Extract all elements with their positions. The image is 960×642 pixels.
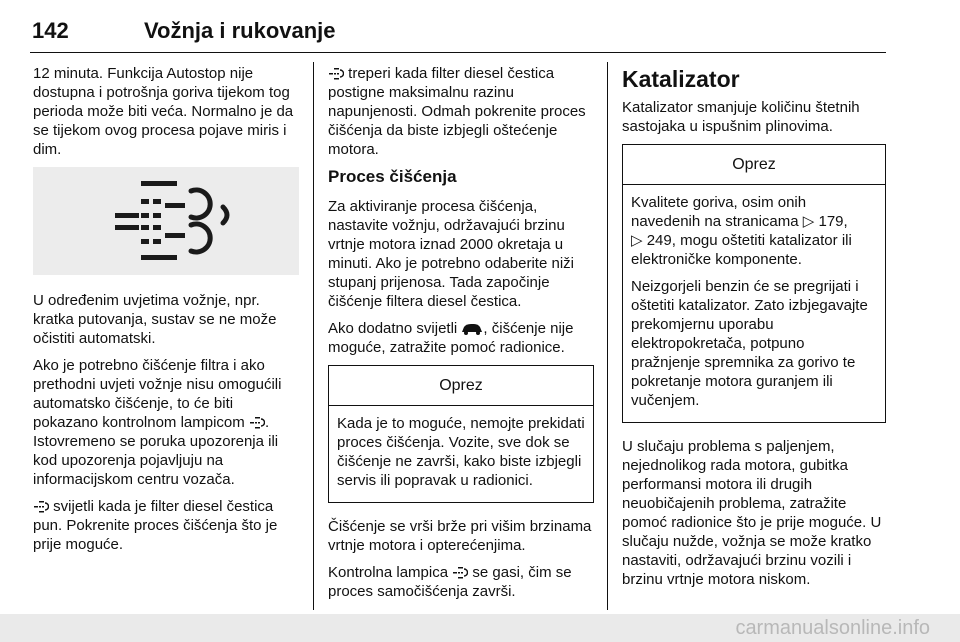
caution-text — [631, 193, 877, 269]
text-run: Ako dodatno svijetli — [328, 320, 462, 337]
service-vehicle-icon — [461, 323, 483, 335]
text-run: Kontrolna lampica — [328, 564, 453, 581]
text-run: . Istovremeno se poruka upozorenja ili kod upozorenja pojavljuju na informacijskom centru vozača. — [33, 414, 279, 488]
paragraph: U slučaju problema s paljenjem, nejednolikog rada motora, gubitka performansi motora ili drugih neuobičajenih problema, zatražite pomoć radionice što je prije moguće. U slučaju nužde, vožnja se može kratko nastaviti, održavajući brzinu vozili i brzinu vrtnje motora niskom. — [622, 438, 882, 588]
diesel-particle-filter-icon — [33, 167, 299, 275]
diesel-particle-filter-icon — [249, 417, 265, 429]
text-run: se gasi, čim se proces samočišćenja završi. — [328, 564, 572, 600]
caution-text: Kada je to moguće, nemojte prekidati proces čišćenja. Vozite, sve dok se čišćenje ne završi, kako biste izbjegli servis ili popravak u radionici. — [337, 415, 585, 489]
page-reference-arrow-icon[interactable]: ▷ — [631, 232, 643, 249]
paragraph — [328, 563, 594, 601]
text-run: treperi kada filter diesel čestica postigne maksimalnu razinu napunjenosti. Odmah pokrenite proces čišćenja da biste izbjegli oštećenje motora. — [328, 65, 586, 158]
diesel-particle-filter-icon — [328, 68, 344, 80]
section-heading: Proces čišćenja — [328, 167, 457, 186]
page-number: 142 — [32, 18, 69, 43]
paragraph: U određenim uvjetima vožnje, npr. kratka putovanja, sustav se ne može očistiti automatski. — [33, 292, 277, 347]
paragraph — [33, 356, 299, 489]
page-title: Vožnja i rukovanje — [144, 18, 336, 43]
text-run: svijetli kada je filter diesel čestica pun. Pokrenite proces čišćenja što je prije moguće. — [33, 498, 278, 553]
paragraph — [328, 64, 594, 159]
text-run: Kvalitete goriva, osim onih navedenih na stranicama — [631, 194, 807, 230]
paragraph: Za aktiviranje procesa čišćenja, nastavite vožnju, održavajući brzinu vrtnje motora iznad 2000 okretaja u minuti. Ako je potrebno odaberite niži stupanj prijenosa. Tada započinje čišćenje filtera diesel čestica. — [328, 198, 574, 310]
caution-text: Neizgorjeli benzin će se pregrijati i oštetiti katalizator. Zato izbjegavajte prekomjernu uporabu elektropokretača, potpuno pražnjenje spremnika za gorivo te pokretanje motora guranjem ili vučenjem. — [631, 278, 868, 409]
diesel-particle-filter-icon — [33, 501, 49, 513]
column-divider — [313, 62, 314, 610]
diesel-particle-filter-icon — [452, 567, 468, 579]
page-reference[interactable]: 179, — [814, 213, 848, 230]
page-reference-arrow-icon[interactable]: ▷ — [802, 213, 815, 230]
caution-box-title: Oprez — [623, 145, 885, 185]
paragraph: Čišćenje se vrši brže pri višim brzinama vrtnje motora i opterećenjima. — [328, 518, 592, 554]
caution-box-title: Oprez — [329, 366, 593, 406]
section-heading: Katalizator — [622, 66, 740, 92]
column-2 — [328, 64, 594, 609]
watermark: carmanualsonline.info — [735, 617, 930, 639]
column-3 — [622, 64, 886, 597]
text-run: , čišćenje nije moguće, zatražite pomoć radionice. — [328, 320, 574, 356]
column-1 — [33, 64, 299, 562]
text-run: Ako je potrebno čišćenje filtra i ako prethodni uvjeti vožnje nisu omogućili automatsko čišćenje, to će biti pokazano kontrolnom lampicom — [33, 357, 282, 431]
page-header — [30, 0, 886, 53]
paragraph: 12 minuta. Funkcija Autostop nije dostupna i potrošnja goriva tijekom tog perioda može biti veća. Normalno je da se tijekom ovog procesa pojave miris i dim. — [33, 65, 294, 158]
paragraph — [328, 319, 594, 357]
column-divider — [607, 62, 608, 610]
caution-box — [328, 365, 594, 503]
diesel-filter-illustration — [33, 167, 299, 275]
paragraph — [33, 497, 299, 554]
paragraph: Katalizator smanjuje količinu štetnih sastojaka u ispušnim plinovima. — [622, 99, 860, 135]
page-reference[interactable]: 249, mogu oštetiti katalizator ili elektroničke komponente. — [631, 232, 852, 268]
caution-box — [622, 144, 886, 423]
footer — [0, 614, 960, 642]
